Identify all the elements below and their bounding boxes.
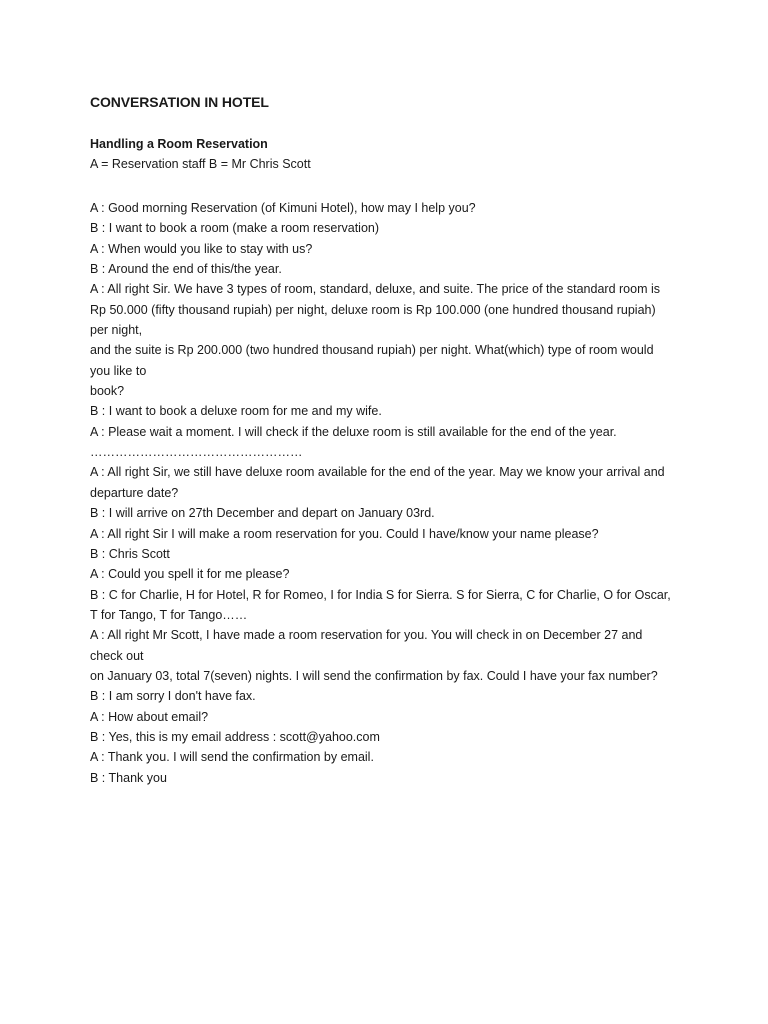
- dialogue-line: B : Chris Scott: [90, 546, 170, 561]
- dialogue-line: on January 03, total 7(seven) nights. I will send the confirmation by fax. Could I have your fax number?: [90, 668, 658, 683]
- dialogue-line: B : I want to book a room (make a room reservation): [90, 221, 380, 236]
- dialogue-line: A : How about email?: [90, 709, 209, 724]
- dialogue-line: T for Tango, T for Tango……: [90, 607, 248, 622]
- dialogue-line: B : I want to book a deluxe room for me and my wife.: [90, 404, 382, 419]
- dialogue-line: A : When would you like to stay with us?: [90, 241, 313, 256]
- dialogue-line: B : Around the end of this/the year.: [90, 262, 282, 277]
- dialogue-line: A : All right Sir I will make a room reservation for you. Could I have/know your name please?: [90, 526, 599, 541]
- dotted-separator: ……………………………………………: [90, 445, 303, 460]
- dialogue-line: A : Good morning Reservation (of Kimuni Hotel), how may I help you?: [90, 201, 476, 215]
- dialogue-line: book?: [90, 384, 125, 399]
- dialogue-line: check out: [90, 648, 144, 663]
- dialogue-line: departure date?: [90, 485, 179, 500]
- dialogue-line: B : C for Charlie, H for Hotel, R for Romeo, I for India S for Sierra. S for Sierra, C for Charlie, O for Oscar,: [90, 587, 671, 602]
- document-page: [90, 92, 690, 788]
- dialogue-line: A : All right Sir, we still have deluxe room available for the end of the year. May we know your arrival and: [90, 465, 665, 480]
- dialogue-line: B : I am sorry I don't have fax.: [90, 689, 256, 704]
- dialogue-line: A : All right Mr Scott, I have made a room reservation for you. You will check in on December 27 and: [90, 628, 643, 643]
- dialogue-line: B : I will arrive on 27th December and depart on January 03rd.: [90, 506, 435, 521]
- dialogue-line: you like to: [90, 363, 147, 378]
- dialogue-line: A : All right Sir. We have 3 types of room, standard, deluxe, and suite. The price of the standard room is: [90, 282, 660, 297]
- document-title: CONVERSATION IN HOTEL: [90, 94, 269, 110]
- dialogue-line: per night,: [90, 323, 143, 338]
- section-heading: Handling a Room Reservation: [90, 137, 268, 151]
- dialogue-line: A : Please wait a moment. I will check if the deluxe room is still available for the end of the year.: [90, 424, 617, 439]
- dialogue-line: B : Thank you: [90, 770, 167, 785]
- dialogue-line: Rp 50.000 (fifty thousand rupiah) per night, deluxe room is Rp 100.000 (one hundred thousand rupiah): [90, 302, 656, 317]
- roles-legend: A = Reservation staff B = Mr Chris Scott: [90, 157, 311, 171]
- dialogue-line: A : Thank you. I will send the confirmation by email.: [90, 750, 374, 765]
- dialogue: [90, 198, 690, 788]
- dialogue-line: and the suite is Rp 200.000 (two hundred thousand rupiah) per night. What(which) type of room would: [90, 343, 654, 358]
- dialogue-line: B : Yes, this is my email address : scott@yahoo.com: [90, 729, 380, 744]
- dialogue-line: A : Could you spell it for me please?: [90, 567, 290, 582]
